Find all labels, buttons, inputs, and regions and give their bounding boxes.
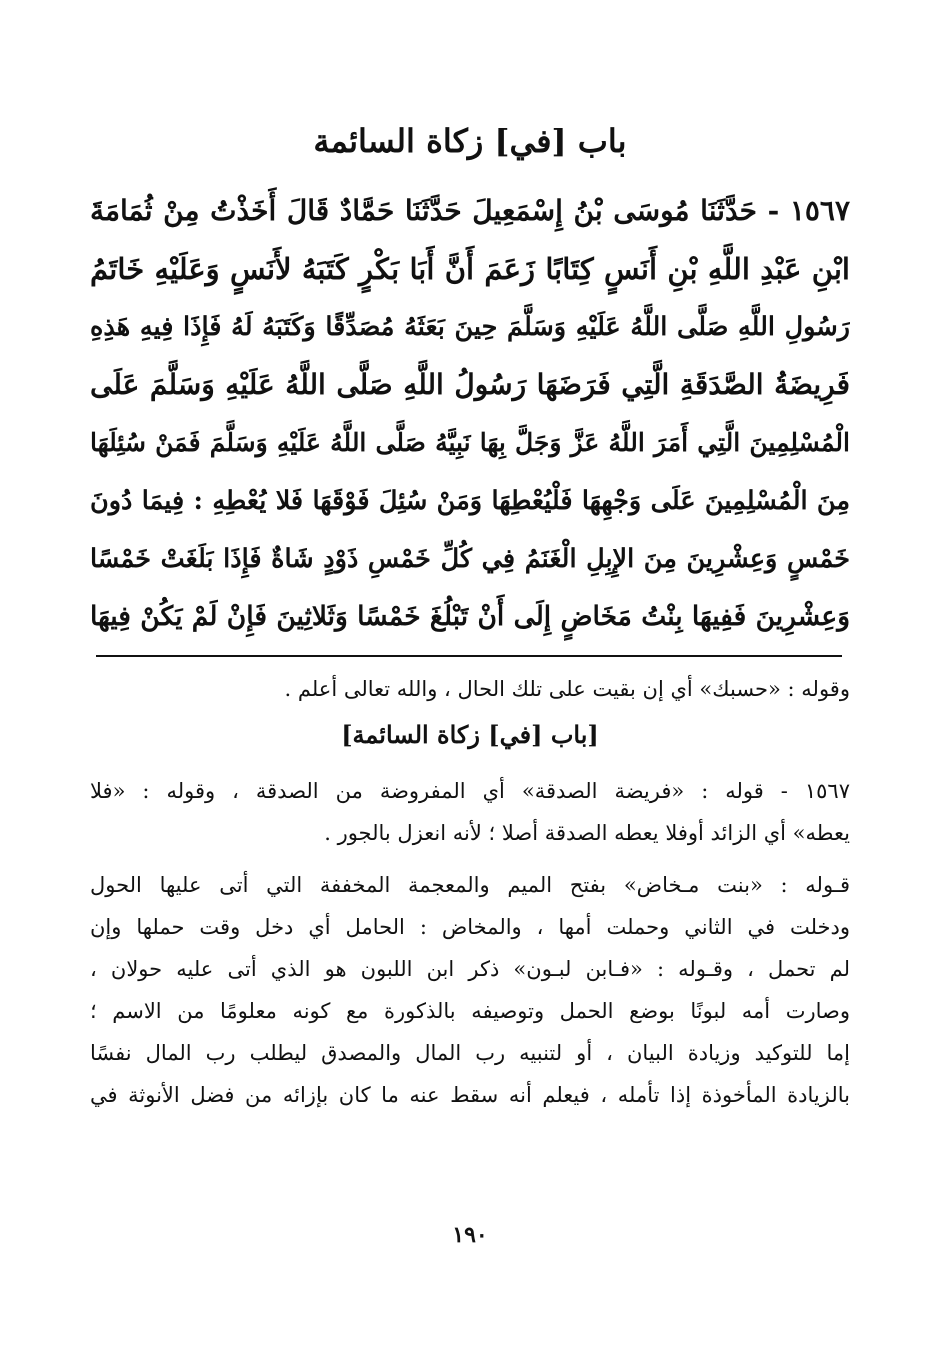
hadith-line: مِنَ الْمُسْلِمِينَ عَلَى وَجْهِهَا فَلْيُعْطِهَا وَمَنْ سُئِلَ فَوْقَهَا فَلا يُعْطِهِ : فِيمَا دُونَ — [90, 486, 850, 516]
hadith-line: ١٥٦٧ - حَدَّثَنَا مُوسَى بْنُ إِسْمَعِيلَ حَدَّثَنَا حَمَّادٌ قَالَ أَخَذْتُ مِنْ ثُمَامَةَ — [90, 194, 850, 227]
commentary-line: ١٥٦٧ - قوله : «فريضة الصدقة» أي المفروضة من الصدقة ، وقوله : «فلا — [90, 779, 850, 803]
footnote-divider — [96, 655, 842, 657]
commentary-line: لم تحمل ، وقـوله : «فـابن لبـون» ذكر ابن اللبون هو الذي أتى عليه حولان ، — [90, 957, 850, 981]
commentary-line: بالزيادة المأخوذة إذا تأمله ، فيعلم أنه سقط عنه ما كان بإزائه من فضل الأنوثة في — [90, 1083, 850, 1107]
commentary-line: قـوله : «بنت مـخاض» بفتح الميم والمعجمة المخففة التي أتى عليها الحول — [90, 873, 850, 897]
hadith-text — [90, 182, 850, 646]
commentary-line: يعطه» أي الزائد أوفلا يعطه الصدقة أصلا ؛ لأنه انعزل بالجور . — [324, 821, 850, 845]
spacer — [90, 854, 850, 864]
hadith-line: فَرِيضَةُ الصَّدَقَةِ الَّتِي فَرَضَهَا رَسُولُ اللَّهِ صَلَّى اللَّهُ عَلَيْهِ وَسَلَّمَ عَلَى — [90, 368, 850, 401]
book-page — [90, 0, 850, 1347]
chapter-title: باب [في] زكاة السائمة — [313, 122, 627, 160]
commentary-intro: وقوله : «حسبك» أي إن بقيت على تلك الحال ، والله تعالى أعلم . — [284, 677, 850, 701]
spacer — [90, 760, 850, 770]
commentary-title: [باب [في] زكاة السائمة] — [341, 720, 599, 749]
hadith-line: الْمُسْلِمِينَ الَّتِي أَمَرَ اللَّهُ عَزَّ وَجَلَّ بِهَا نَبِيَّهُ صَلَّى اللَّهُ عَلَيْهِ وَسَلَّمَ فَمَنْ سُئِلَهَا — [90, 428, 850, 457]
hadith-line: رَسُولِ اللَّهِ صَلَّى اللَّهُ عَلَيْهِ وَسَلَّمَ حِينَ بَعَثَهُ مُصَدِّقًا وَكَتَبَهُ لَهُ فَإِذَا فِيهِ هَذِهِ — [90, 312, 850, 342]
hadith-line: ابْنِ عَبْدِ اللَّهِ بْنِ أَنَسٍ كِتَابًا زَعَمَ أَنَّ أَبَا بَكْرٍ كَتَبَهُ لأَنَسٍ وَعَلَيْهِ خَاتَمُ — [90, 252, 850, 286]
commentary-line: إما للتوكيد وزيادة البيان ، أو لتنبيه رب المال والمصدق ليطلب رب المال نفسًا — [90, 1041, 850, 1065]
hadith-line: وَعِشْرِينَ فَفِيهَا بِنْتُ مَخَاضٍ إِلَى أَنْ تَبْلُغَ خَمْسًا وَثَلاثِينَ فَإِنْ لَمْ يَكُنْ فِيهَا — [90, 601, 850, 632]
commentary-section — [90, 668, 850, 1116]
hadith-line: خَمْسٍ وَعِشْرِينَ مِنَ الإِبِلِ الْغَنَمُ فِي كُلِّ خَمْسِ ذَوْدٍ شَاةٌ فَإِذَا بَلَغَتْ خَمْسًا — [90, 544, 850, 574]
commentary-line: وصارت أمه لبونًا بوضع الحمل وتوصيفه بالذكورة مع كونه معلومًا من الاسم ؛ — [90, 999, 850, 1023]
page-number: ١٩٠ — [452, 1222, 488, 1248]
commentary-line: ودخلت في الثاني وحملت أمها ، والمخاض : الحامل أي دخل وقت حملها وإن — [90, 915, 850, 939]
